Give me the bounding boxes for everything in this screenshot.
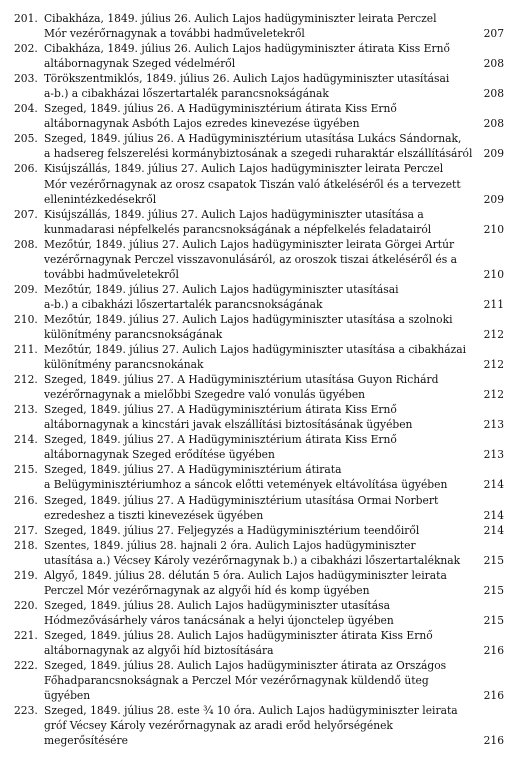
entry-text: Mezőtúr, 1849. július 27. Aulich Lajos hadügyminiszter leirata Görgei Artúr (44, 237, 455, 251)
toc-entry (14, 11, 504, 41)
entry-page-number: 212 (483, 388, 504, 402)
entry-page-number: 211 (483, 297, 504, 311)
entry-line (14, 56, 504, 71)
entry-number: 205. (14, 132, 38, 146)
entry-number: 214. (14, 433, 38, 447)
entry-text: Szeged, 1849. július 27. Feljegyzés a Hadügyminisztérium teendőiről (44, 523, 420, 537)
entry-line (14, 11, 504, 26)
entry-line (14, 282, 504, 297)
entry-page-number: 214 (483, 523, 504, 537)
entry-line (14, 583, 504, 598)
entry-line (14, 523, 504, 538)
entry-text: Szeged, 1849. július 27. A Hadügyminisztérium átirata Kiss Ernő (44, 403, 397, 417)
entry-text: Kisújszállás, 1849. július 27. Aulich Lajos hadügyminiszter leirata Perczel (44, 162, 444, 176)
entry-line (14, 508, 504, 523)
entry-text: Szeged, 1849. július 26. A Hadügyminisztérium átirata Kiss Ernő (44, 102, 397, 116)
entry-number: 206. (14, 162, 38, 176)
entry-page-number: 214 (483, 478, 504, 492)
entry-line (14, 628, 504, 643)
entry-line (14, 177, 504, 192)
entry-line (14, 146, 504, 161)
entry-line (14, 312, 504, 327)
entry-line (14, 86, 504, 101)
entry-text: Szeged, 1849. július 27. A Hadügyminisztérium utasítása Guyon Richárd (44, 373, 439, 387)
toc-entry (14, 207, 504, 237)
entry-text: utasítása a.) Vécsey Károly vezérőrnagynak b.) a cibakházi lőszertartaléknak (44, 553, 461, 567)
entry-text: vezérőrnagynak Perczel visszavonulásáról, az oroszok tiszai átkeléséről és a (44, 252, 457, 266)
entry-text: Mezőtúr, 1849. július 27. Aulich Lajos hadügyminiszter utasításai (44, 282, 399, 296)
toc-entry (14, 598, 504, 628)
entry-line (14, 252, 504, 267)
entry-page-number: 208 (483, 117, 504, 131)
entry-line (14, 538, 504, 553)
entry-number: 209. (14, 282, 38, 296)
toc-entry (14, 658, 504, 703)
entry-number: 221. (14, 628, 38, 642)
entry-number: 203. (14, 72, 38, 86)
entry-text: Mezőtúr, 1849. július 27. Aulich Lajos hadügyminiszter utasítása a szolnoki (44, 312, 453, 326)
entry-text: Szeged, 1849. július 28. Aulich Lajos hadügyminiszter átirata az Országos (44, 659, 447, 673)
entry-number: 213. (14, 403, 38, 417)
entry-text: Cibakháza, 1849. július 26. Aulich Lajos hadügyminiszter leirata Perczel (44, 12, 437, 25)
toc-entry (14, 703, 504, 748)
toc-entry (14, 161, 504, 206)
entry-page-number: 216 (483, 734, 504, 748)
entry-number: 212. (14, 373, 38, 387)
entry-text: további hadműveletekről (44, 267, 179, 281)
entry-text: Algyő, 1849. július 28. délután 5 óra. Aulich Lajos hadügyminiszter leirata (44, 568, 447, 582)
entry-text: altábornagynak Szeged erődítése ügyében (44, 448, 275, 462)
entry-text: Mór vezérőrnagynak a további hadműveletekről (44, 27, 305, 41)
entry-page-number: 216 (483, 643, 504, 657)
entry-text: altábornagynak az algyői híd biztosítására (44, 643, 274, 657)
entry-number: 217. (14, 523, 38, 537)
entry-page-number: 208 (483, 57, 504, 71)
entry-text: a-b.) a cibakházai lőszertartalék parancsnokságának (44, 87, 329, 101)
entry-number: 204. (14, 102, 38, 116)
toc-entry (14, 282, 504, 312)
entry-line (14, 703, 504, 718)
entry-line (14, 342, 504, 357)
entry-line (14, 733, 504, 748)
entry-line (14, 297, 504, 312)
entry-text: Cibakháza, 1849. július 26. Aulich Lajos hadügyminiszter átirata Kiss Ernő (44, 42, 450, 56)
entry-text: különítmény parancsnokságának (44, 327, 223, 341)
entry-text: Szeged, 1849. július 27. A Hadügyminisztérium utasítása Ormai Norbert (44, 493, 439, 507)
entry-line (14, 643, 504, 658)
entry-line (14, 372, 504, 387)
entry-text: Szeged, 1849. július 27. A Hadügyminisztérium átirata (44, 463, 342, 477)
entry-text: Szeged, 1849. július 27. A Hadügyminisztérium átirata Kiss Ernő (44, 433, 397, 447)
entry-line (14, 192, 504, 207)
entry-line (14, 598, 504, 613)
entry-line (14, 568, 504, 583)
entry-number: 208. (14, 237, 38, 251)
entry-line (14, 432, 504, 447)
entry-text: Hódmezővásárhely város tanácsának a helyi újonctelep ügyében (44, 613, 394, 627)
entry-text: Szeged, 1849. július 28. Aulich Lajos hadügyminiszter utasítása (44, 598, 390, 612)
entry-page-number: 208 (483, 87, 504, 101)
entry-number: 211. (14, 343, 38, 357)
entry-line (14, 71, 504, 86)
entry-page-number: 212 (483, 358, 504, 372)
entry-number: 202. (14, 42, 38, 56)
entry-text: Mór vezérőrnagynak az orosz csapatok Tiszán való átkeléséről és a tervezett (44, 177, 461, 191)
toc-entry (14, 312, 504, 342)
entry-line (14, 116, 504, 131)
entry-text: Főhadparancsnokságnak a Perczel Mór vezérőrnagynak küldendő üteg (44, 674, 429, 688)
entry-text: Perczel Mór vezérőrnagynak az algyői híd és komp ügyében (44, 583, 370, 597)
entry-number: 201. (14, 12, 38, 25)
entry-line (14, 673, 504, 688)
entry-number: 219. (14, 568, 38, 582)
entry-line (14, 267, 504, 282)
toc-entry (14, 237, 504, 282)
entry-number: 207. (14, 207, 38, 221)
entry-line (14, 131, 504, 146)
entry-line (14, 658, 504, 673)
entry-text: Szeged, 1849. július 28. este ¾ 10 óra. Aulich Lajos hadügyminiszter leirata (44, 704, 458, 718)
toc-entry (14, 101, 504, 131)
entry-line (14, 417, 504, 432)
toc-entry (14, 493, 504, 523)
entry-text: Szeged, 1849. július 26. A Hadügyminisztérium utasítása Lukács Sándornak, (44, 132, 462, 146)
toc-entry (14, 523, 504, 538)
entry-line (14, 462, 504, 477)
entry-line (14, 26, 504, 41)
entry-number: 218. (14, 538, 38, 552)
entry-line (14, 327, 504, 342)
entry-number: 216. (14, 493, 38, 507)
entry-page-number: 212 (483, 327, 504, 341)
entry-text: gróf Vécsey Károly vezérőrnagynak az aradi erőd helyőrségének (44, 719, 393, 733)
entry-line (14, 688, 504, 703)
toc-entry (14, 131, 504, 161)
entry-text: Kisújszállás, 1849. július 27. Aulich Lajos hadügyminiszter utasítása a (44, 207, 424, 221)
entry-line (14, 101, 504, 116)
entry-page-number: 210 (483, 222, 504, 236)
toc-entry (14, 432, 504, 462)
entry-line (14, 387, 504, 402)
entry-text: a Belügyminisztériumhoz a sáncok előtti vetemények eltávolítása ügyében (44, 478, 448, 492)
toc-entry (14, 41, 504, 71)
table-of-contents (14, 11, 504, 748)
entry-text: a hadsereg felszerelési kormánybiztosának a szegedi ruharaktár elszállításáról (44, 147, 473, 161)
entry-page-number: 209 (483, 147, 504, 161)
entry-line (14, 402, 504, 417)
entry-line (14, 447, 504, 462)
entry-page-number: 215 (483, 613, 504, 627)
entry-text: kunmadarasi népfelkelés parancsnokságának a népfelkelés feladatairól (44, 222, 432, 236)
entry-line (14, 477, 504, 492)
toc-entry (14, 628, 504, 658)
entry-line (14, 237, 504, 252)
entry-line (14, 718, 504, 733)
entry-line (14, 222, 504, 237)
toc-entry (14, 538, 504, 568)
entry-page-number: 213 (483, 418, 504, 432)
entry-text: altábornagynak Asbóth Lajos ezredes kinevezése ügyében (44, 117, 360, 131)
entry-line (14, 207, 504, 222)
entry-text: megerősítésére (44, 734, 128, 748)
entry-number: 210. (14, 312, 38, 326)
toc-entry (14, 372, 504, 402)
entry-text: különítmény parancsnokának (44, 358, 204, 372)
entry-text: Szeged, 1849. július 28. Aulich Lajos hadügyminiszter átirata Kiss Ernő (44, 628, 433, 642)
entry-page-number: 216 (483, 689, 504, 703)
entry-page-number: 207 (483, 27, 504, 41)
entry-page-number: 215 (483, 553, 504, 567)
entry-text: ügyében (44, 689, 91, 703)
entry-line (14, 41, 504, 56)
entry-text: Szentes, 1849. július 28. hajnali 2 óra. Aulich Lajos hadügyminiszter (44, 538, 416, 552)
entry-page-number: 209 (483, 192, 504, 206)
toc-entry (14, 462, 504, 492)
entry-number: 223. (14, 704, 38, 718)
entry-line (14, 613, 504, 628)
entry-text: Törökszentmiklós, 1849. július 26. Aulich Lajos hadügyminiszter utasításai (44, 72, 450, 86)
entry-number: 220. (14, 598, 38, 612)
entry-page-number: 214 (483, 508, 504, 522)
entry-text: a-b.) a cibakházi lőszertartalék parancsnokságának (44, 297, 323, 311)
entry-page-number: 213 (483, 448, 504, 462)
entry-number: 222. (14, 659, 38, 673)
entry-page-number: 215 (483, 583, 504, 597)
toc-entry (14, 402, 504, 432)
entry-text: altábornagynak Szeged védelméről (44, 57, 236, 71)
entry-line (14, 553, 504, 568)
toc-entry (14, 342, 504, 372)
entry-text: vezérőrnagynak a mielőbbi Szegedre való vonulás ügyében (44, 388, 366, 402)
entry-text: ezredeshez a tiszti kinevezések ügyében (44, 508, 264, 522)
entry-page-number: 210 (483, 267, 504, 281)
entry-line (14, 161, 504, 176)
entry-line (14, 493, 504, 508)
entry-text: Mezőtúr, 1849. július 27. Aulich Lajos hadügyminiszter utasítása a cibakházai (44, 343, 467, 357)
entry-line (14, 357, 504, 372)
toc-entry (14, 71, 504, 101)
entry-text: ellenintézkedésekről (44, 192, 157, 206)
toc-entry (14, 568, 504, 598)
entry-text: altábornagynak a kincstári javak elszállítási biztosításának ügyében (44, 418, 413, 432)
entry-number: 215. (14, 463, 38, 477)
